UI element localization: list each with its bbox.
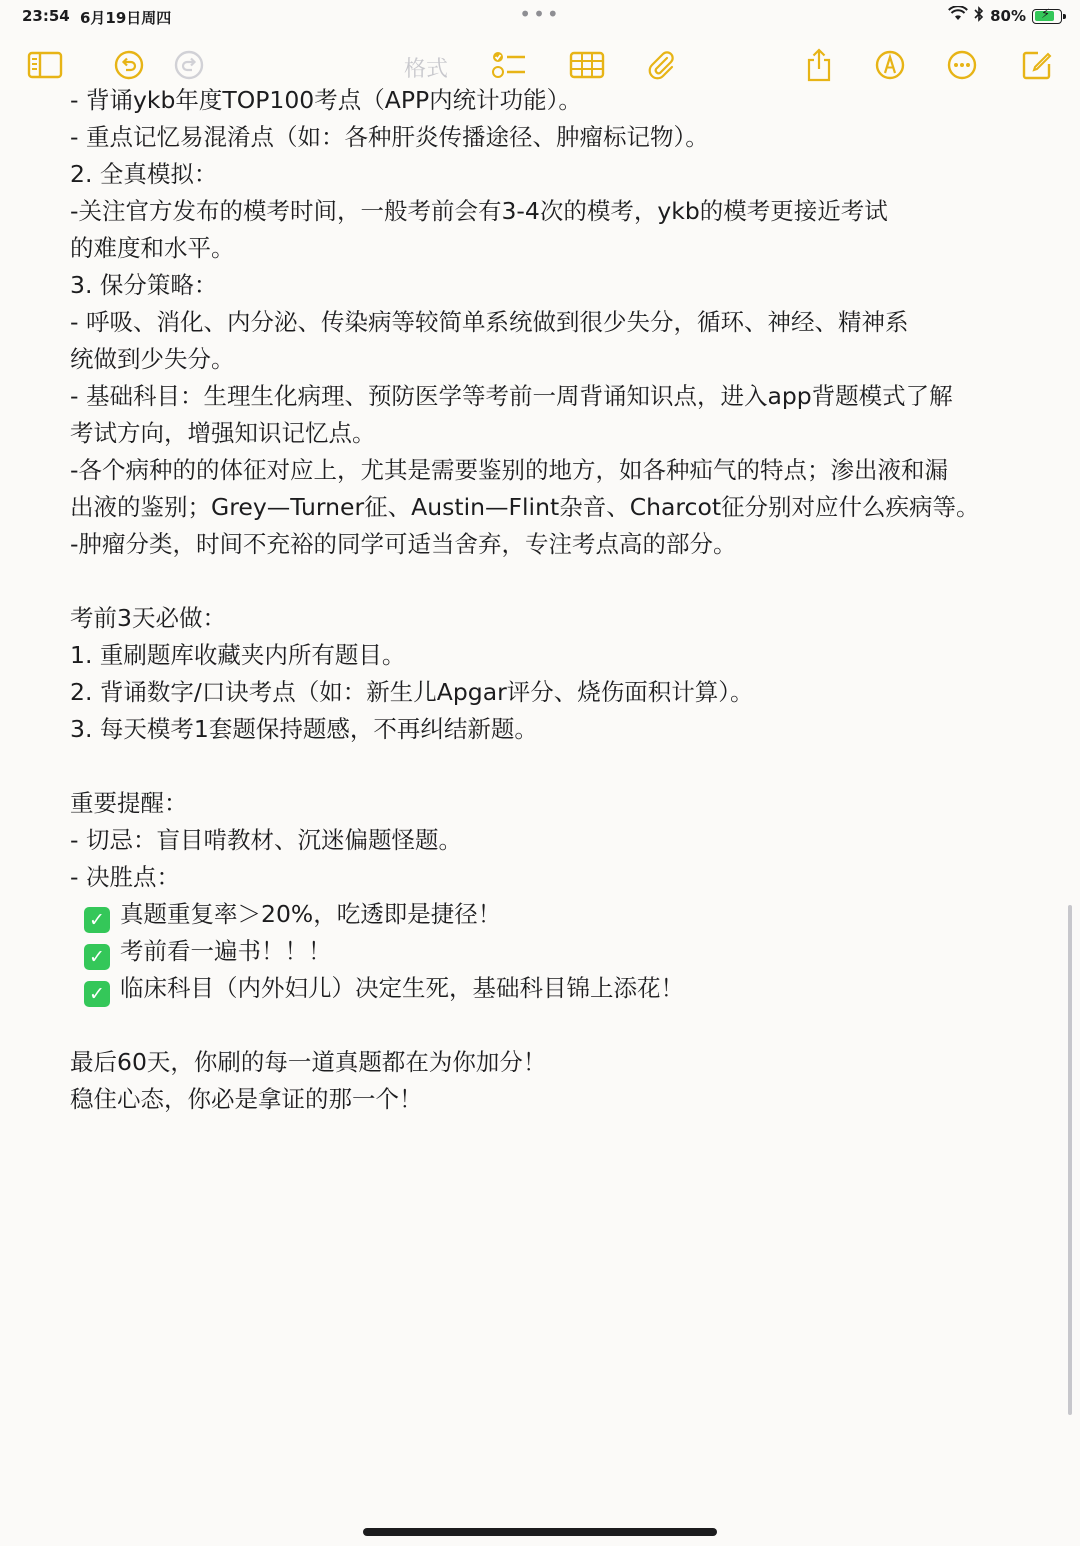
note-line: [70, 748, 1030, 785]
undo-button[interactable]: [108, 44, 150, 86]
note-line: 重要提醒：: [70, 789, 188, 817]
note-line: [70, 563, 1030, 600]
format-button[interactable]: 格式: [404, 57, 449, 82]
note-lines: [70, 82, 1030, 896]
note-line: 3. 每天模考1套题保持题感，不再纠结新题。: [70, 715, 538, 743]
note-line: -关注官方发布的模考时间，一般考前会有3-4次的模考，ykb的模考更接近考试: [70, 197, 888, 225]
checklist-button[interactable]: [488, 44, 530, 86]
check-mark-icon: ✓: [84, 981, 110, 1007]
checklist-item-text: 考前看一遍书！！！: [120, 937, 332, 965]
note-line: 2. 背诵数字/口诀考点（如：新生儿Apgar评分、烧伤面积计算）。: [70, 678, 754, 706]
checklist-item: [70, 896, 1030, 933]
note-checklist: [70, 896, 1030, 1007]
checklist-item-text: 真题重复率＞20%，吃透即是捷径！: [120, 900, 502, 928]
table-button[interactable]: [566, 44, 608, 86]
note-blank-line: [70, 1007, 1030, 1044]
home-indicator[interactable]: [363, 1528, 717, 1536]
redo-icon: [173, 49, 205, 81]
note-line: - 决胜点：: [70, 863, 180, 891]
checklist-item: [70, 970, 1030, 1007]
status-time: 23:54: [22, 7, 70, 25]
note-line: 考前3天必做：: [70, 604, 226, 632]
share-button[interactable]: [798, 44, 840, 86]
check-mark-icon: ✓: [84, 907, 110, 933]
paperclip-icon: [645, 49, 677, 81]
table-icon: [569, 51, 605, 79]
sidebar-icon: [27, 51, 63, 79]
more-button[interactable]: [941, 44, 983, 86]
note-line: 考试方向，增强知识记忆点。: [70, 419, 376, 447]
battery-percent: 80%: [990, 7, 1026, 25]
status-bar: [0, 0, 1080, 34]
status-date: 6月19日周四: [80, 9, 172, 27]
markup-pen-icon: [874, 49, 906, 81]
note-line: - 呼吸、消化、内分泌、传染病等较简单系统做到很少失分，循环、神经、精神系: [70, 308, 909, 336]
note-line: 稳住心态，你必是拿证的那一个！: [70, 1085, 423, 1113]
status-right-group: [948, 6, 1062, 26]
check-mark-icon: ✓: [84, 944, 110, 970]
note-line: 2. 全真模拟：: [70, 160, 218, 188]
note-line: - 背诵ykb年度TOP100考点（APP内统计功能）。: [70, 86, 582, 114]
note-line: -肿瘤分类，时间不充裕的同学可适当舍弃，专注考点高的部分。: [70, 530, 737, 558]
share-icon: [804, 48, 834, 82]
checklist-item: [70, 933, 1030, 970]
sidebar-toggle-button[interactable]: [24, 44, 66, 86]
note-line: 的难度和水平。: [70, 234, 235, 262]
note-line: 1. 重刷题库收藏夹内所有题目。: [70, 641, 406, 669]
note-body[interactable]: [70, 82, 1030, 1118]
redo-button[interactable]: [168, 44, 210, 86]
attachment-button[interactable]: [640, 44, 682, 86]
markup-button[interactable]: [869, 44, 911, 86]
note-line: - 切忌：盲目啃教材、沉迷偏题怪题。: [70, 826, 462, 854]
multitasking-dots-icon[interactable]: •••: [519, 2, 561, 26]
note-line: 统做到少失分。: [70, 345, 235, 373]
note-line: 3. 保分策略：: [70, 271, 218, 299]
more-icon: [946, 49, 978, 81]
battery-icon: ⚡: [1032, 9, 1062, 24]
compose-icon: [1021, 49, 1053, 81]
wifi-icon: [948, 6, 968, 26]
note-line: 出液的鉴别；Grey—Turner征、Austin—Flint杂音、Charcot征分别对应什么疾病等。: [70, 493, 980, 521]
note-line: - 基础科目：生理生化病理、预防医学等考前一周背诵知识点，进入app背题模式了解: [70, 382, 953, 410]
undo-icon: [113, 49, 145, 81]
note-line: 最后60天，你刷的每一道真题都在为你加分！: [70, 1048, 547, 1076]
note-line: - 重点记忆易混淆点（如：各种肝炎传播途径、肿瘤标记物）。: [70, 123, 709, 151]
compose-button[interactable]: [1016, 44, 1058, 86]
bluetooth-icon: [974, 6, 984, 26]
vertical-scrollbar[interactable]: [1068, 905, 1072, 1415]
checklist-item-text: 临床科目（内外妇儿）决定生死，基础科目锦上添花！: [120, 974, 684, 1002]
note-line: -各个病种的的体征对应上，尤其是需要鉴别的地方，如各种疝气的特点；渗出液和漏: [70, 456, 948, 484]
checklist-icon: [491, 49, 527, 81]
